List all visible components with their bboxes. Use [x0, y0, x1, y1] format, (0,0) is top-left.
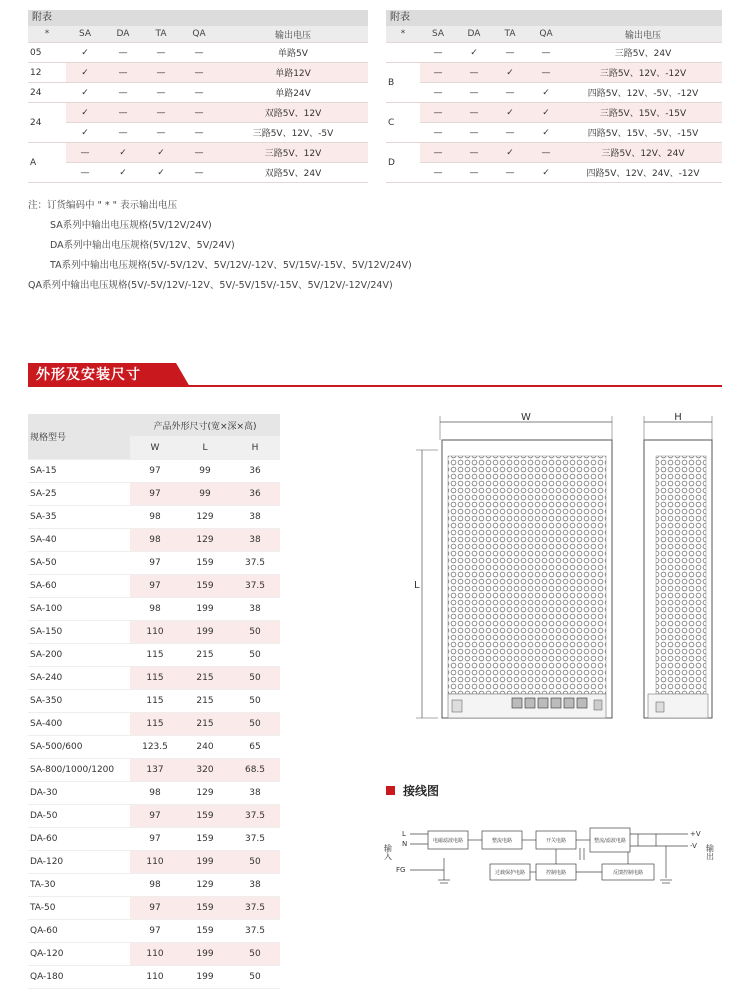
height-cell: 37.5: [230, 920, 280, 943]
width-cell: 97: [130, 920, 180, 943]
width-cell: 97: [130, 552, 180, 575]
output-neg-label: -V: [690, 842, 697, 850]
length-cell: 240: [180, 736, 230, 759]
series-mark: ✓: [66, 83, 104, 103]
model-cell: QA-60: [28, 920, 130, 943]
table-row: [28, 759, 280, 782]
table-header-row: [386, 26, 722, 43]
table-row: [28, 103, 368, 123]
table-row: [28, 897, 280, 920]
series-mark: ✓: [492, 63, 528, 83]
height-cell: 38: [230, 782, 280, 805]
width-cell: 110: [130, 943, 180, 966]
length-cell: 159: [180, 805, 230, 828]
outline-drawing: [408, 410, 728, 722]
table-row: [28, 805, 280, 828]
model-cell: TA-50: [28, 897, 130, 920]
width-cell: 137: [130, 759, 180, 782]
series-mark: —: [180, 123, 218, 143]
table-row: [28, 782, 280, 805]
column-header: 输出电压: [218, 26, 368, 43]
height-cell: 37.5: [230, 805, 280, 828]
output-voltage: 双路5V、24V: [218, 163, 368, 183]
input-fg-label: FG: [396, 866, 406, 874]
height-cell: 68.5: [230, 759, 280, 782]
series-mark: —: [180, 63, 218, 83]
series-mark: —: [420, 103, 456, 123]
length-cell: 199: [180, 943, 230, 966]
height-cell: 37.5: [230, 575, 280, 598]
col-l-header: L: [180, 437, 230, 460]
column-header: *: [28, 26, 66, 43]
length-cell: 129: [180, 529, 230, 552]
model-cell: SA-35: [28, 506, 130, 529]
option-code: [386, 43, 420, 63]
width-cell: 115: [130, 667, 180, 690]
length-cell: 199: [180, 621, 230, 644]
output-pos-label: +V: [690, 830, 701, 838]
series-mark: —: [528, 43, 564, 63]
series-mark: —: [142, 103, 180, 123]
series-mark: —: [456, 83, 492, 103]
column-header: DA: [456, 26, 492, 43]
series-mark: —: [456, 103, 492, 123]
width-cell: 98: [130, 782, 180, 805]
notes: [28, 196, 728, 296]
table-row: [28, 598, 280, 621]
width-cell: 97: [130, 483, 180, 506]
input-n-label: N: [402, 840, 408, 848]
height-cell: 50: [230, 851, 280, 874]
section-title: 外形及安装尺寸: [28, 363, 176, 387]
table-row: [28, 83, 368, 103]
table-row: [386, 143, 722, 163]
output-voltage: 三路5V、12V、-12V: [564, 63, 722, 83]
table-row: [28, 123, 368, 143]
table-row: [28, 43, 368, 63]
series-mark: —: [66, 143, 104, 163]
width-cell: 115: [130, 713, 180, 736]
option-code: D: [386, 143, 420, 183]
length-cell: 159: [180, 552, 230, 575]
series-mark: ✓: [66, 63, 104, 83]
series-mark: ✓: [66, 103, 104, 123]
section-title-tab: [176, 363, 190, 387]
height-cell: 37.5: [230, 828, 280, 851]
output-voltage: 单路12V: [218, 63, 368, 83]
height-cell: 37.5: [230, 552, 280, 575]
model-cell: SA-15: [28, 460, 130, 483]
height-cell: 38: [230, 529, 280, 552]
output-voltage: 三路5V、12V: [218, 143, 368, 163]
series-mark: ✓: [66, 123, 104, 143]
length-cell: 320: [180, 759, 230, 782]
table-row: [28, 736, 280, 759]
width-cell: 98: [130, 529, 180, 552]
height-cell: 38: [230, 598, 280, 621]
block-switch: 开关电路: [545, 838, 567, 844]
series-mark: —: [104, 83, 142, 103]
width-cell: 115: [130, 690, 180, 713]
series-mark: —: [180, 43, 218, 63]
series-mark: —: [180, 103, 218, 123]
wiring-heading: [386, 780, 439, 796]
col-w-header: W: [130, 437, 180, 460]
wiring-title: 接线图: [403, 784, 440, 798]
option-code: 24: [28, 83, 66, 103]
wiring-diagram: [376, 818, 726, 896]
series-mark: —: [180, 143, 218, 163]
table-row: [28, 851, 280, 874]
series-mark: —: [142, 43, 180, 63]
length-cell: 199: [180, 851, 230, 874]
width-cell: 97: [130, 460, 180, 483]
model-cell: SA-50: [28, 552, 130, 575]
length-cell: 159: [180, 575, 230, 598]
series-mark: —: [420, 83, 456, 103]
length-cell: 215: [180, 690, 230, 713]
series-mark: —: [104, 103, 142, 123]
width-cell: 98: [130, 506, 180, 529]
height-cell: 50: [230, 713, 280, 736]
series-mark: —: [180, 83, 218, 103]
output-voltage: 单路24V: [218, 83, 368, 103]
width-cell: 98: [130, 874, 180, 897]
width-cell: 110: [130, 966, 180, 989]
table-row: [28, 644, 280, 667]
height-cell: 50: [230, 621, 280, 644]
width-cell: 110: [130, 851, 180, 874]
option-code: A: [28, 143, 66, 183]
series-mark: ✓: [104, 143, 142, 163]
height-cell: 50: [230, 667, 280, 690]
table-row: [386, 43, 722, 63]
series-mark: ✓: [142, 163, 180, 183]
height-cell: 38: [230, 874, 280, 897]
model-cell: DA-120: [28, 851, 130, 874]
series-mark: ✓: [492, 103, 528, 123]
series-mark: —: [456, 63, 492, 83]
table-row: [28, 920, 280, 943]
width-cell: 97: [130, 897, 180, 920]
option-code: B: [386, 63, 420, 103]
table-row: [28, 163, 368, 183]
series-mark: —: [104, 63, 142, 83]
input-side-label: 输入: [383, 844, 393, 860]
output-voltage: 四路5V、12V、24V、-12V: [564, 163, 722, 183]
model-cell: SA-240: [28, 667, 130, 690]
series-mark: —: [456, 163, 492, 183]
height-cell: 50: [230, 690, 280, 713]
block-rectifier: 整流电路: [491, 838, 513, 844]
table-row: [386, 163, 722, 183]
column-header: QA: [528, 26, 564, 43]
width-cell: 97: [130, 805, 180, 828]
note-line: QA系列中输出电压规格(5V/-5V/12V/-12V、5V/-5V/15V/-15V、5V/12V/-12V/24V): [28, 280, 393, 291]
length-cell: 129: [180, 506, 230, 529]
output-voltage: 三路5V、12V、-5V: [218, 123, 368, 143]
table-right-title: 附表: [386, 10, 722, 26]
column-header: 输出电压: [564, 26, 722, 43]
height-cell: 50: [230, 943, 280, 966]
column-header: *: [386, 26, 420, 43]
height-cell: 65: [230, 736, 280, 759]
output-voltage: 单路5V: [218, 43, 368, 63]
length-cell: 159: [180, 897, 230, 920]
model-cell: QA-180: [28, 966, 130, 989]
width-cell: 98: [130, 598, 180, 621]
dimension-table: [28, 414, 280, 989]
length-cell: 159: [180, 920, 230, 943]
output-side-label: 输出: [705, 844, 715, 860]
column-header: TA: [492, 26, 528, 43]
series-mark: ✓: [492, 143, 528, 163]
model-cell: TA-30: [28, 874, 130, 897]
model-cell: SA-200: [28, 644, 130, 667]
series-mark: ✓: [528, 83, 564, 103]
table-row: [28, 552, 280, 575]
column-header: SA: [66, 26, 104, 43]
model-cell: SA-25: [28, 483, 130, 506]
table-row: [28, 713, 280, 736]
length-cell: 199: [180, 966, 230, 989]
width-cell: 115: [130, 644, 180, 667]
col-h-header: H: [230, 437, 280, 460]
table-row: [386, 83, 722, 103]
width-cell: 97: [130, 828, 180, 851]
input-l-label: L: [402, 830, 406, 838]
table-row: [28, 943, 280, 966]
table-row: [28, 690, 280, 713]
table-row: [28, 874, 280, 897]
series-mark: —: [456, 123, 492, 143]
output-voltage: 三路5V、12V、24V: [564, 143, 722, 163]
option-code: 12: [28, 63, 66, 83]
length-cell: 199: [180, 598, 230, 621]
block-feedback: 反馈控制电路: [612, 870, 644, 876]
series-mark: —: [66, 163, 104, 183]
series-mark: ✓: [528, 163, 564, 183]
series-mark: —: [420, 163, 456, 183]
output-voltage: 三路5V、15V、-15V: [564, 103, 722, 123]
option-code: 24: [28, 103, 66, 143]
length-cell: 215: [180, 713, 230, 736]
series-mark: —: [142, 83, 180, 103]
column-header: QA: [180, 26, 218, 43]
series-mark: —: [142, 63, 180, 83]
table-left-grid: [28, 26, 368, 183]
note-line: DA系列中输出电压规格(5V/12V、5V/24V): [50, 240, 235, 251]
table-right: [386, 10, 722, 183]
output-voltage: 四路5V、15V、-5V、-15V: [564, 123, 722, 143]
model-cell: SA-100: [28, 598, 130, 621]
size-header: 产品外形尺寸(宽×深×高): [130, 414, 280, 437]
width-cell: 97: [130, 575, 180, 598]
table-row: [28, 63, 368, 83]
series-mark: —: [456, 143, 492, 163]
option-code: 05: [28, 43, 66, 63]
block-control: 控制电路: [545, 870, 567, 876]
model-cell: SA-500/600: [28, 736, 130, 759]
series-mark: ✓: [528, 103, 564, 123]
table-row: [28, 966, 280, 989]
table-right-grid: [386, 26, 722, 183]
model-cell: SA-800/1000/1200: [28, 759, 130, 782]
series-mark: —: [420, 123, 456, 143]
output-voltage: 四路5V、12V、-5V、-12V: [564, 83, 722, 103]
note-line: TA系列中输出电压规格(5V/-5V/12V、5V/12V/-12V、5V/15V/-15V、5V/12V/24V): [50, 260, 412, 271]
table-row: [28, 529, 280, 552]
table-row: [28, 621, 280, 644]
length-cell: 129: [180, 782, 230, 805]
table-row: [386, 103, 722, 123]
height-cell: 50: [230, 966, 280, 989]
height-cell: 37.5: [230, 897, 280, 920]
length-cell: 99: [180, 460, 230, 483]
series-mark: ✓: [456, 43, 492, 63]
table-row: [28, 828, 280, 851]
length-cell: 99: [180, 483, 230, 506]
table-row: [28, 483, 280, 506]
series-mark: —: [180, 163, 218, 183]
height-cell: 38: [230, 506, 280, 529]
table-row: [386, 63, 722, 83]
output-voltage: 三路5V、24V: [564, 43, 722, 63]
length-cell: 215: [180, 667, 230, 690]
series-mark: —: [528, 63, 564, 83]
table-row: [28, 143, 368, 163]
block-emi: 电磁滤波电路: [432, 838, 464, 844]
section-heading: [28, 363, 722, 387]
table-left: [28, 10, 368, 183]
model-cell: QA-120: [28, 943, 130, 966]
table-left-title: 附表: [28, 10, 368, 26]
model-cell: SA-40: [28, 529, 130, 552]
table-row: [28, 667, 280, 690]
series-mark: —: [492, 43, 528, 63]
length-cell: 215: [180, 644, 230, 667]
dim-w-label: W: [521, 412, 531, 423]
series-mark: ✓: [66, 43, 104, 63]
column-header: TA: [142, 26, 180, 43]
series-mark: ✓: [528, 123, 564, 143]
table-row: [28, 460, 280, 483]
series-mark: —: [528, 143, 564, 163]
option-code: C: [386, 103, 420, 143]
series-mark: ✓: [142, 143, 180, 163]
wiring-bullet-icon: [386, 786, 395, 795]
series-mark: —: [420, 63, 456, 83]
series-mark: —: [492, 123, 528, 143]
model-cell: DA-30: [28, 782, 130, 805]
length-cell: 159: [180, 828, 230, 851]
series-mark: —: [420, 43, 456, 63]
height-cell: 50: [230, 644, 280, 667]
width-cell: 110: [130, 621, 180, 644]
model-cell: DA-60: [28, 828, 130, 851]
series-mark: —: [492, 83, 528, 103]
series-mark: —: [104, 43, 142, 63]
table-row: [386, 123, 722, 143]
series-mark: —: [420, 143, 456, 163]
table-row: [28, 506, 280, 529]
model-cell: SA-350: [28, 690, 130, 713]
output-voltage: 双路5V、12V: [218, 103, 368, 123]
block-output-filter: 整流/滤波电路: [594, 838, 626, 844]
model-header: 规格型号: [28, 414, 130, 460]
note-line: SA系列中输出电压规格(5V/12V/24V): [50, 220, 212, 231]
series-mark: ✓: [104, 163, 142, 183]
column-header: DA: [104, 26, 142, 43]
series-mark: —: [142, 123, 180, 143]
series-mark: —: [492, 163, 528, 183]
height-cell: 36: [230, 483, 280, 506]
dim-l-label: L: [414, 580, 420, 591]
model-cell: SA-150: [28, 621, 130, 644]
width-cell: 123.5: [130, 736, 180, 759]
length-cell: 129: [180, 874, 230, 897]
table-header-row: [28, 26, 368, 43]
column-header: SA: [420, 26, 456, 43]
block-overload: 过载保护电路: [494, 870, 526, 876]
model-cell: SA-60: [28, 575, 130, 598]
series-mark: —: [104, 123, 142, 143]
table-row: [28, 575, 280, 598]
height-cell: 36: [230, 460, 280, 483]
model-cell: SA-400: [28, 713, 130, 736]
model-cell: DA-50: [28, 805, 130, 828]
note-line: 注：订货编码中 " * " 表示输出电压: [28, 200, 178, 211]
dim-h-label: H: [674, 412, 682, 423]
